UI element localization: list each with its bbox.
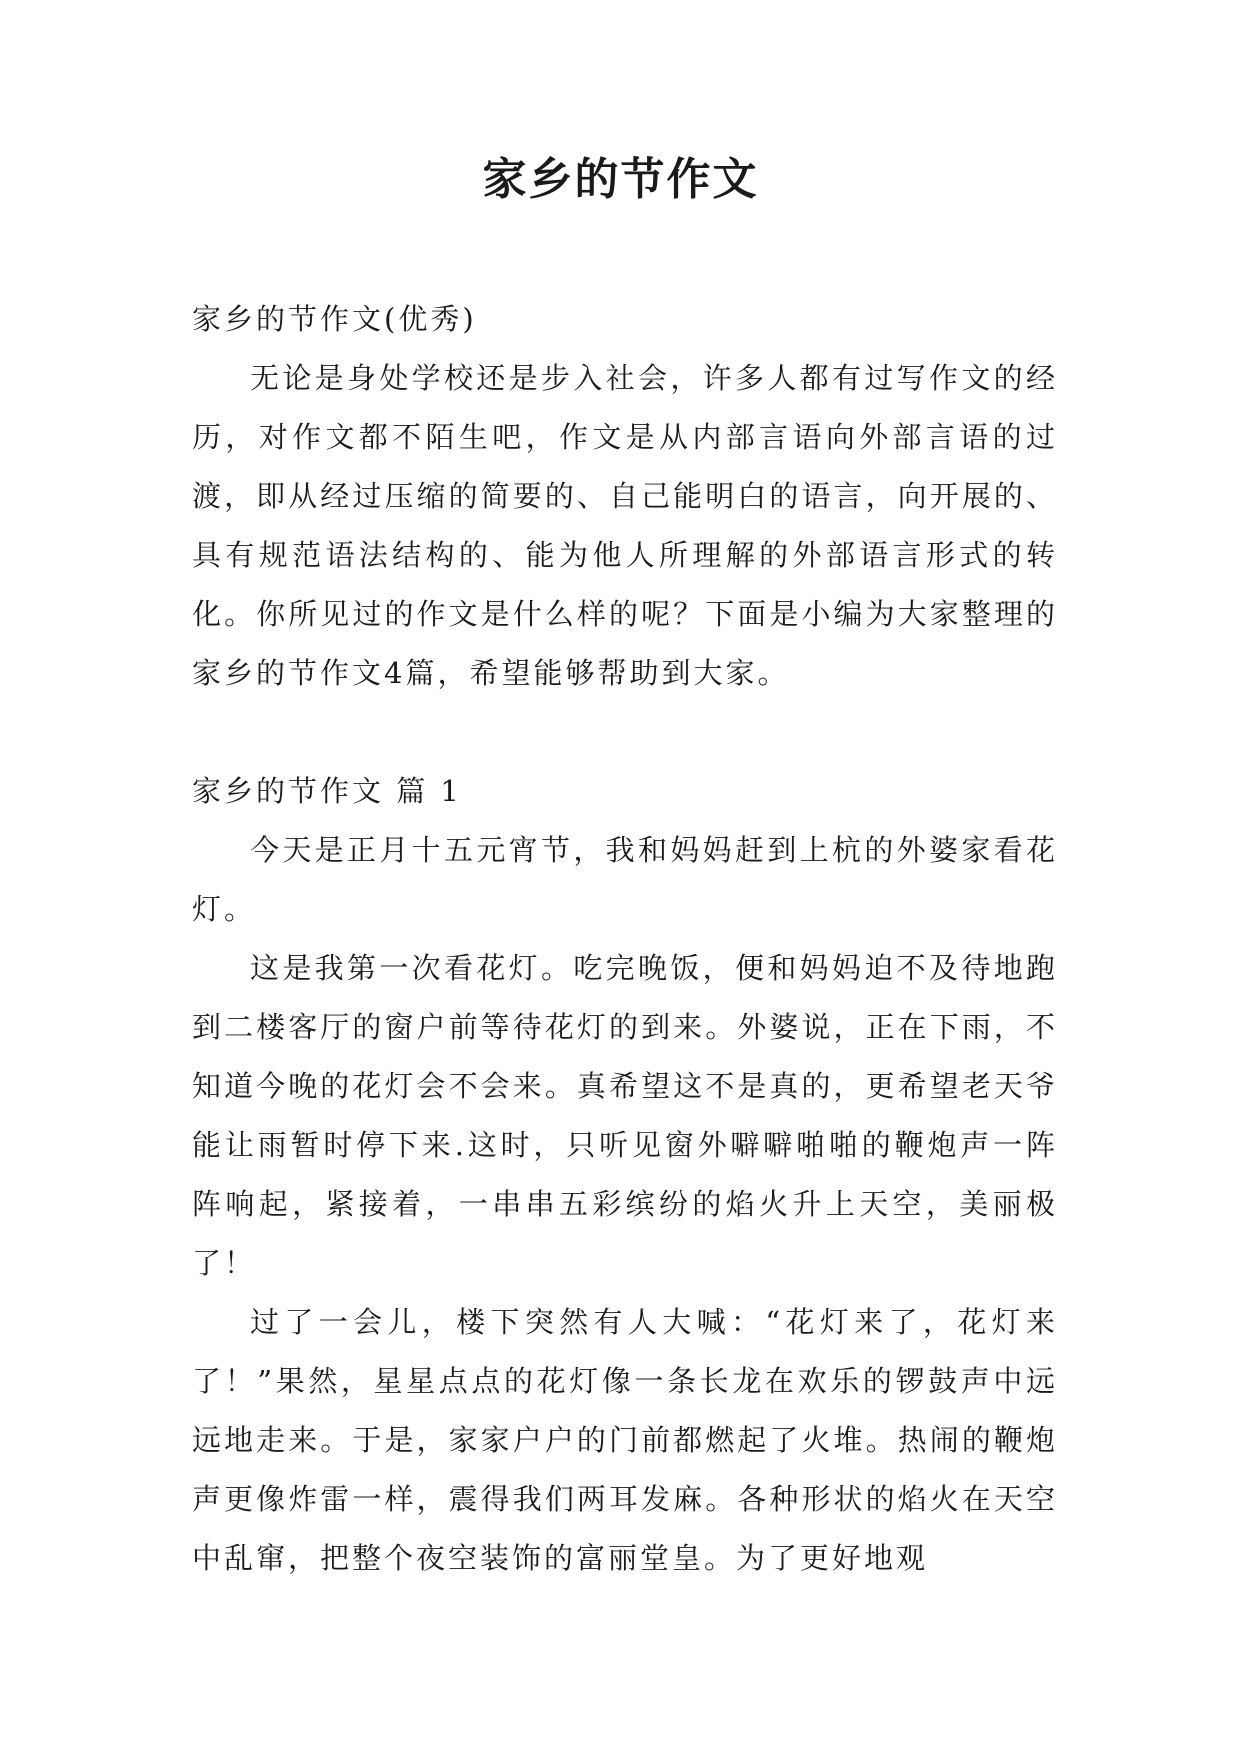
body-paragraph: 过了一会儿，楼下突然有人大喊：“花灯来了，花灯来了！”果然，星星点点的花灯像一条长龙在欢乐的锣鼓声中远远地走来。于是，家家户户的门前都燃起了火堆。热闹的鞭炮声更像炸雷一样，震得我们两耳发麻。各种形状的焰火在天空中乱窜，把整个夜空装饰的富丽堂皇。为了更好地观	[192, 1305, 1058, 1575]
body-paragraph: 这是我第一次看花灯。吃完晚饭，便和妈妈迫不及待地跑到二楼客厅的窗户前等待花灯的到来。外婆说，正在下雨，不知道今晚的花灯会不会来。真希望这不是真的，更希望老天爷能让雨暂时停下来.这时，只听见窗外噼噼啪啪的鞭炮声一阵阵响起，紧接着，一串串五彩缤纷的焰火升上天空，美丽极了！	[192, 951, 1058, 1280]
document-body	[192, 290, 1058, 1588]
section-heading: 家乡的节作文 篇 1	[192, 774, 462, 808]
document-title: 家乡的节作文	[482, 154, 759, 205]
document-subtitle: 家乡的节作文(优秀)	[192, 302, 477, 336]
body-paragraph: 今天是正月十五元宵节，我和妈妈赶到上杭的外婆家看花灯。	[192, 833, 1058, 926]
section-spacer	[192, 703, 1058, 762]
intro-paragraph: 无论是身处学校还是步入社会，许多人都有过写作文的经历，对作文都不陌生吧，作文是从内部言语向外部言语的过渡，即从经过压缩的简要的、自己能明白的语言，向开展的、具有规范语法结构的、能为他人所理解的外部语言形式的转化。你所见过的作文是什么样的呢？下面是小编为大家整理的家乡的节作文4篇，希望能够帮助到大家。	[192, 361, 1058, 690]
